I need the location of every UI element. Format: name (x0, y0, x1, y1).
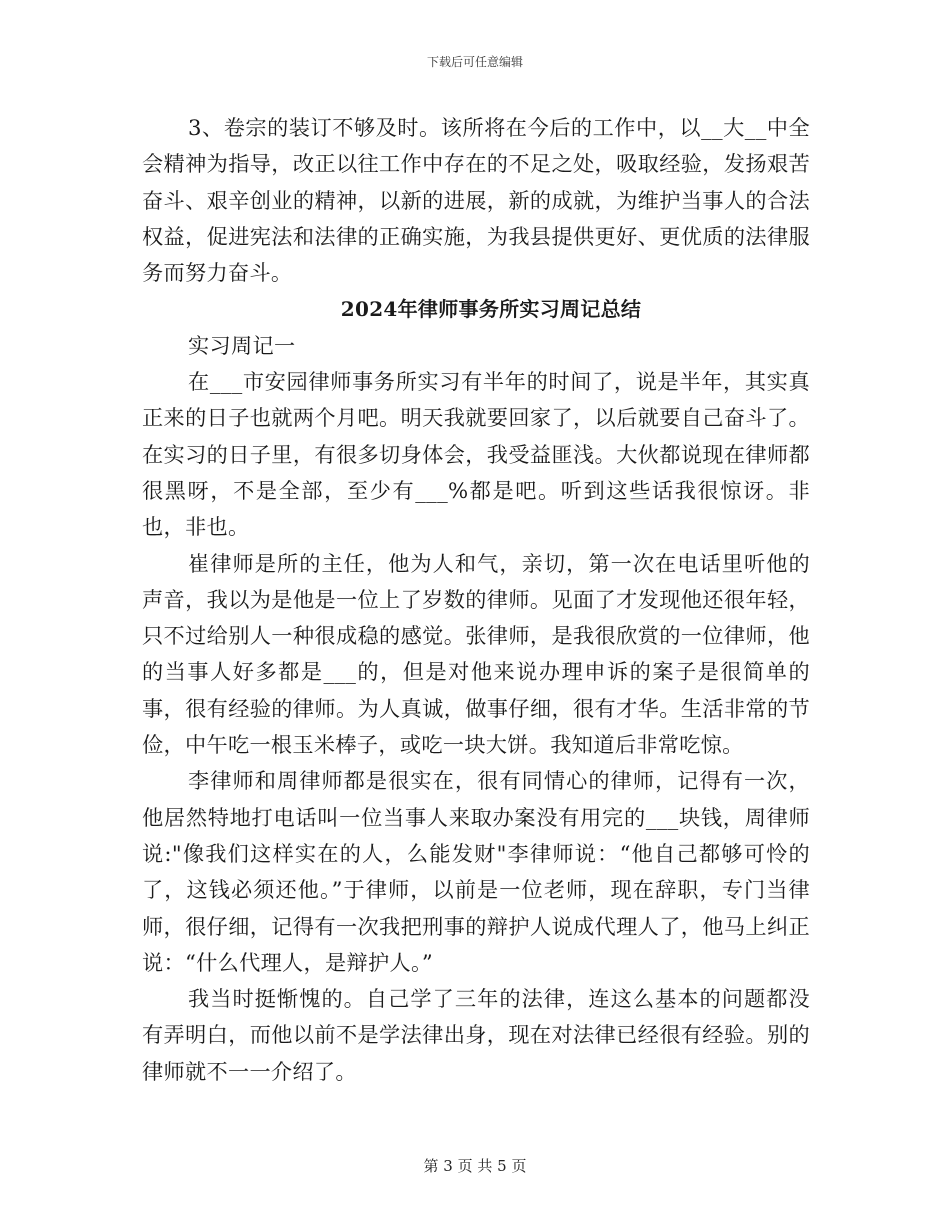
document-body (142, 110, 810, 1090)
section-title: 2024年律师事务所实习周记总结 (340, 297, 642, 322)
paragraph-lawyer-cui-zhang: 崔律师是所的主任，他为人和气，亲切，第一次在电话里听他的声音，我以为是他是一位上了岁数的律师。见面了才发现他还很年轻，只不过给别人一种很成稳的感觉。张律师，是我很欣赏的一位律师，他的当事人好多都是___的，但是对他来说办理申诉的案子是很简单的事，很有经验的律师。为人真诚，做事仔细，很有才华。生活非常的节俭，中午吃一根玉米棒子，或吃一块大饼。我知道后非常吃惊。 (142, 550, 810, 758)
subheading-week-one: 实习周记一 (188, 332, 296, 358)
paragraph-reflection: 我当时挺惭愧的。自己学了三年的法律，连这么基本的问题都没有弄明白，而他以前不是学法律出身，现在对法律已经很有经验。别的律师就不一一介绍了。 (142, 986, 810, 1084)
paragraph-binding-issue: 3、卷宗的装订不够及时。该所将在今后的工作中，以__大__中全会精神为指导，改正以往工作中存在的不足之处，吸取经验，发扬艰苦奋斗、艰辛创业的精神，以新的进展，新的成就，为维护当事人的合法权益，促进宪法和法律的正确实施，为我县提供更好、更优质的法律服务而努力奋斗。 (142, 115, 810, 286)
paragraph-lawyer-li-zhou-yu: 李律师和周律师都是很实在，很有同情心的律师，记得有一次，他居然特地打电话叫一位当事人来取办案没有用完的___块钱，周律师说:"像我们这样实在的人，么能发财"李律师说：“他自己都够可怜的了，这钱必须还他。”于律师，以前是一位老师，现在辞职，专门当律师，很仔细，记得有一次我把刑事的辩护人说成代理人了，他马上纠正说：“什么代理人，是辩护人。” (142, 768, 810, 975)
paragraph-intro: 在___市安园律师事务所实习有半年的时间了，说是半年，其实真正来的日子也就两个月吧。明天我就要回家了，以后就要自己奋斗了。在实习的日子里，有很多切身体会，我受益匪浅。大伙都说现在律师都很黑呀，不是全部，至少有___%都是吧。听到这些话我很惊讶。非也，非也。 (142, 369, 810, 540)
page-number: 第 3 页 共 5 页 (423, 1157, 527, 1175)
header-note: 下载后可任意编辑 (426, 55, 523, 69)
